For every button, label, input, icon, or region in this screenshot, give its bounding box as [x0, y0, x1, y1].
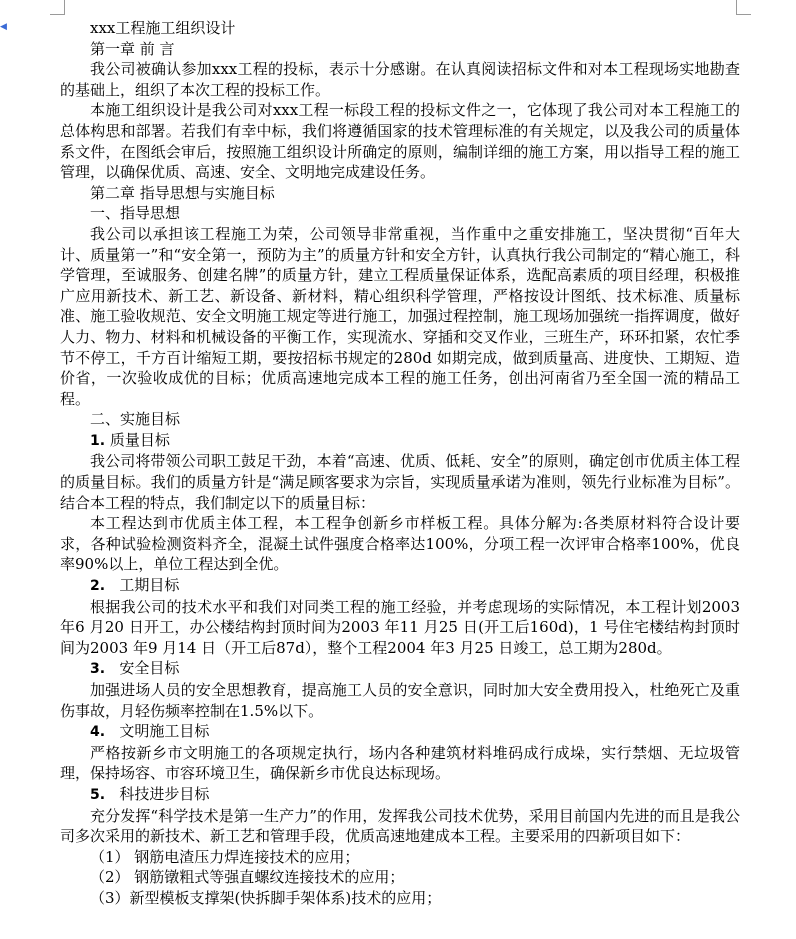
chapter-2-heading: 第二章 指导思想与实施目标 — [90, 183, 275, 202]
goal-technology-heading — [60, 784, 740, 806]
page-corner-mark-top-left — [50, 0, 65, 15]
goal-title: 科技进步目标 — [119, 784, 210, 803]
section-guiding-thought-paragraph: 我公司以承担该工程施工为荣，公司领导非常重视，当作重中之重安排施工，坚决贯彻“百年大计、质量第一”和“安全第一，预防为主”的质量方针和安全方针，认真执行我公司制定的“精心施工，科学管理，至诚服务、创建名牌”的质量方针，建立工程质量保证体系，选配高素质的项目经理，积极推广应用新技术、新工艺、新设备、新材料，精心组织科学管理，严格按设计图纸、技术标准、质量标准、施工验收规范、安全文明施工规定等进行施工，加强过程控制，施工现场加强统一指挥调度，做好人力、物力、材料和机械设备的平衡工作，实现流水、穿插和交叉作业，三班生产，环环扣紧，农忙季节不停工，千方百计缩短工期，要按招标书规定的280d 如期完成，做到质量高、进度快、工期短、造价省，一次验收成优的目标；优质高速地完成本工程的施工任务，创出河南省乃至全国一流的精品工程。 — [60, 224, 740, 408]
goal-safety-heading — [60, 658, 740, 680]
section-implementation-goals-heading: 二、实施目标 — [90, 410, 181, 429]
goal-number: 3. — [90, 661, 106, 678]
goal-number: 4. — [90, 724, 106, 741]
paragraph-marker-icon: ◀ — [0, 22, 7, 32]
list-item: （3）新型模板支撑架(快拆脚手架体系)技术的应用； — [90, 888, 442, 907]
chapter-1-paragraph-1: 我公司被确认参加xxx工程的投标，表示十分感谢。在认真阅读招标文件和对本工程现场实地勘查的基础上，组织了本次工程的投标工作。 — [60, 60, 740, 99]
goal-quality-paragraph-2: 本工程达到市优质主体工程，本工程争创新乡市样板工程。具体分解为:各类原材料符合设计要求，各种试验检测资料齐全，混凝土试件强度合格率达100%，分项工程一次评审合格率100%，优良率90%以上，单位工程达到全优。 — [60, 514, 740, 574]
section-guiding-thought-heading: 一、指导思想 — [90, 204, 181, 223]
document-body[interactable] — [60, 18, 740, 909]
goal-number: 1. — [90, 432, 106, 449]
page-corner-mark-top-right — [736, 0, 751, 15]
document-title: xxx工程施工组织设计 — [90, 19, 236, 37]
goal-title: 安全目标 — [119, 659, 180, 678]
goal-title: 文明施工目标 — [119, 722, 210, 741]
goal-number: 5. — [90, 786, 106, 803]
goal-civilized-construction-paragraph: 严格按新乡市文明施工的各项规定执行，场内各种建筑材料堆码成行成垛，实行禁烟、无垃圾管理，保持场容、市容环境卫生，确保新乡市优良达标现场。 — [60, 743, 740, 783]
goal-civilized-construction-heading — [60, 721, 740, 743]
goal-technology-paragraph: 充分发挥“科学技术是第一生产力”的作用，发挥我公司技术优势，采用目前国内先进的而且是我公司多次采用的新技术、新工艺和管理手段，优质高速地建成本工程。主要采用的四新项目如下： — [60, 806, 740, 846]
goal-quality-heading — [60, 430, 740, 452]
list-item: （1） 钢筋电渣压力焊连接技术的应用； — [90, 847, 360, 866]
list-item: （2） 钢筋镦粗式等强直螺纹连接技术的应用； — [90, 868, 405, 887]
goal-schedule-heading — [60, 575, 740, 597]
chapter-1-paragraph-2: 本施工组织设计是我公司对xxx工程一标段工程的投标文件之一，它体现了我公司对本工程施工的总体构思和部署。若我们有幸中标，我们将遵循国家的技术管理标准的有关规定，以及我公司的质量体系文件，在图纸会审后，按照施工组织设计所确定的原则，编制详细的施工方案，用以指导工程的施工管理，以确保优质、高速、安全、文明地完成建设任务。 — [60, 101, 740, 182]
goal-safety-paragraph: 加强进场人员的安全思想教育，提高施工人员的安全意识，同时加大安全费用投入，杜绝死亡及重伤事故，月轻伤频率控制在1.5%以下。 — [60, 681, 740, 720]
goal-schedule-paragraph: 根据我公司的技术水平和我们对同类工程的施工经验，并考虑现场的实际情况，本工程计划2003 年6 月20 日开工，办公楼结构封顶时间为2003 年11 月25 日(开工后160d)，1 号住宅楼结构封顶时间为2003 年9 月14 日（开工后87d），整个工程2004 年3 月25 日竣工，总工期为280d。 — [60, 597, 740, 657]
goal-quality-paragraph-1: 我公司将带领公司职工鼓足干劲，本着“高速、优质、低耗、安全”的原则，确定创市优质主体工程的质量目标。我们的质量方针是“满足顾客要求为宗旨，实现质量承诺为准则，领先行业标准为目标”。结合本工程的特点，我们制定以下的质量目标： — [60, 452, 740, 512]
chapter-1-heading: 第一章 前 言 — [90, 39, 175, 58]
goal-title: 工期目标 — [119, 576, 180, 595]
goal-number: 2. — [90, 578, 106, 595]
goal-title: 质量目标 — [109, 430, 170, 449]
